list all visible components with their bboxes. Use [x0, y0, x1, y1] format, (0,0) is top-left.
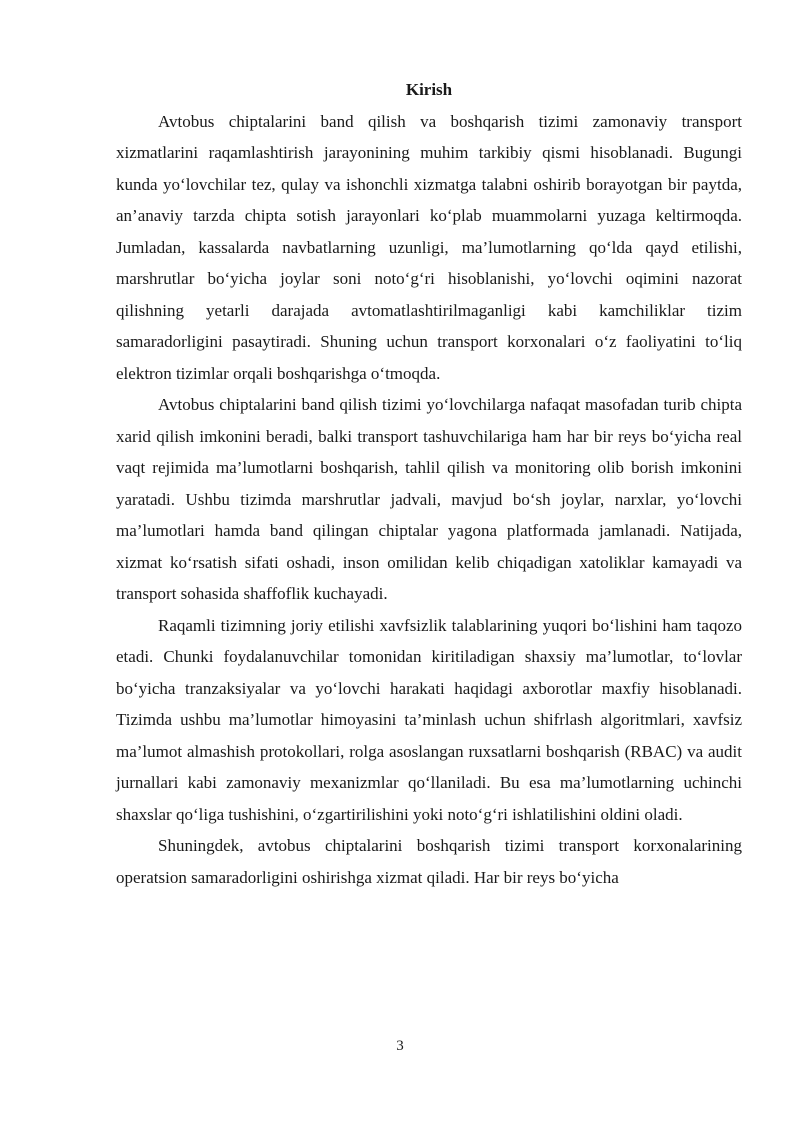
section-title: Kirish [405, 80, 453, 99]
page-number: 3 [396, 1038, 404, 1054]
paragraph-2: Avtobus chiptalarini band qilish tizimi yo‘lovchilarga nafaqat masofadan turib chipta xarid qilish imkonini beradi, balki transport tashuvchilariga ham har bir reys bo‘yicha real vaqt rejimida ma’lumotlarni boshqarish, tahlil qilish va monitoring olib borish imkonini yaratadi. Ushbu tizimda marshrutlar jadvali, mavjud bo‘sh joylar, narxlar, yo‘lovchi ma’lumotlari hamda band qilingan chiptalar yagona platformada jamlanadi. Natijada, xizmat ko‘rsatish sifati oshadi, inson omilidan kelib chiqadigan xatoliklar kamayadi va transport sohasida shaffoflik kuchayadi. [116, 395, 742, 603]
paragraph-1: Avtobus chiptalarini band qilish va boshqarish tizimi zamonaviy transport xizmatlarini raqamlashtirish jarayonining muhim tarkibiy qismi hisoblanadi. Bugungi kunda yo‘lovchilar tez, qulay va ishonchli xizmatga talabni oshirib borayotgan bir paytda, an’anaviy tarzda chipta sotish jarayonlari ko‘plab muammolarni yuzaga keltirmoqda. Jumladan, kassalarda navbatlarning uzunligi, ma’lumotlarning qo‘lda qayd etilishi, marshrutlar bo‘yicha joylar soni noto‘g‘ri hisoblanishi, yo‘lovchi oqimini nazorat qilishning yetarli darajada avtomatlashtirilmaganligi kabi kamchiliklar tizim samaradorligini pasaytiradi. Shuning uchun transport korxonalari o‘z faoliyatini to‘liq elektron tizimlar orqali boshqarishga o‘tmoqda. [116, 111, 742, 383]
paragraph-4: Shuningdek, avtobus chiptalarini boshqarish tizimi transport korxonalarining operatsion samaradorligini oshirishga xizmat qiladi. Har bir reys bo‘yicha [116, 836, 742, 887]
paragraph-3: Raqamli tizimning joriy etilishi xavfsizlik talablarining yuqori bo‘lishini ham taqozo etadi. Chunki foydalanuvchilar tomonidan kiritiladigan shaxsiy ma’lumotlar, to‘lovlar bo‘yicha tranzaksiyalar va yo‘lovchi harakati haqidagi axborotlar maxfiy hisoblanadi. Tizimda ushbu ma’lumotlar himoyasini ta’minlash uchun shifrlash algoritmlari, xavfsiz ma’lumot almashish protokollari, rolga asoslangan ruxsatlarni boshqarish (RBAC) va audit jurnallari kabi zamonaviy mexanizmlar qo‘llaniladi. Bu esa ma’lumotlarning uchinchi shaxslar qo‘liga tushishini, o‘zgartirilishini yoki noto‘g‘ri ishlatilishini oldini oladi. [116, 615, 742, 824]
page-content [116, 74, 742, 893]
